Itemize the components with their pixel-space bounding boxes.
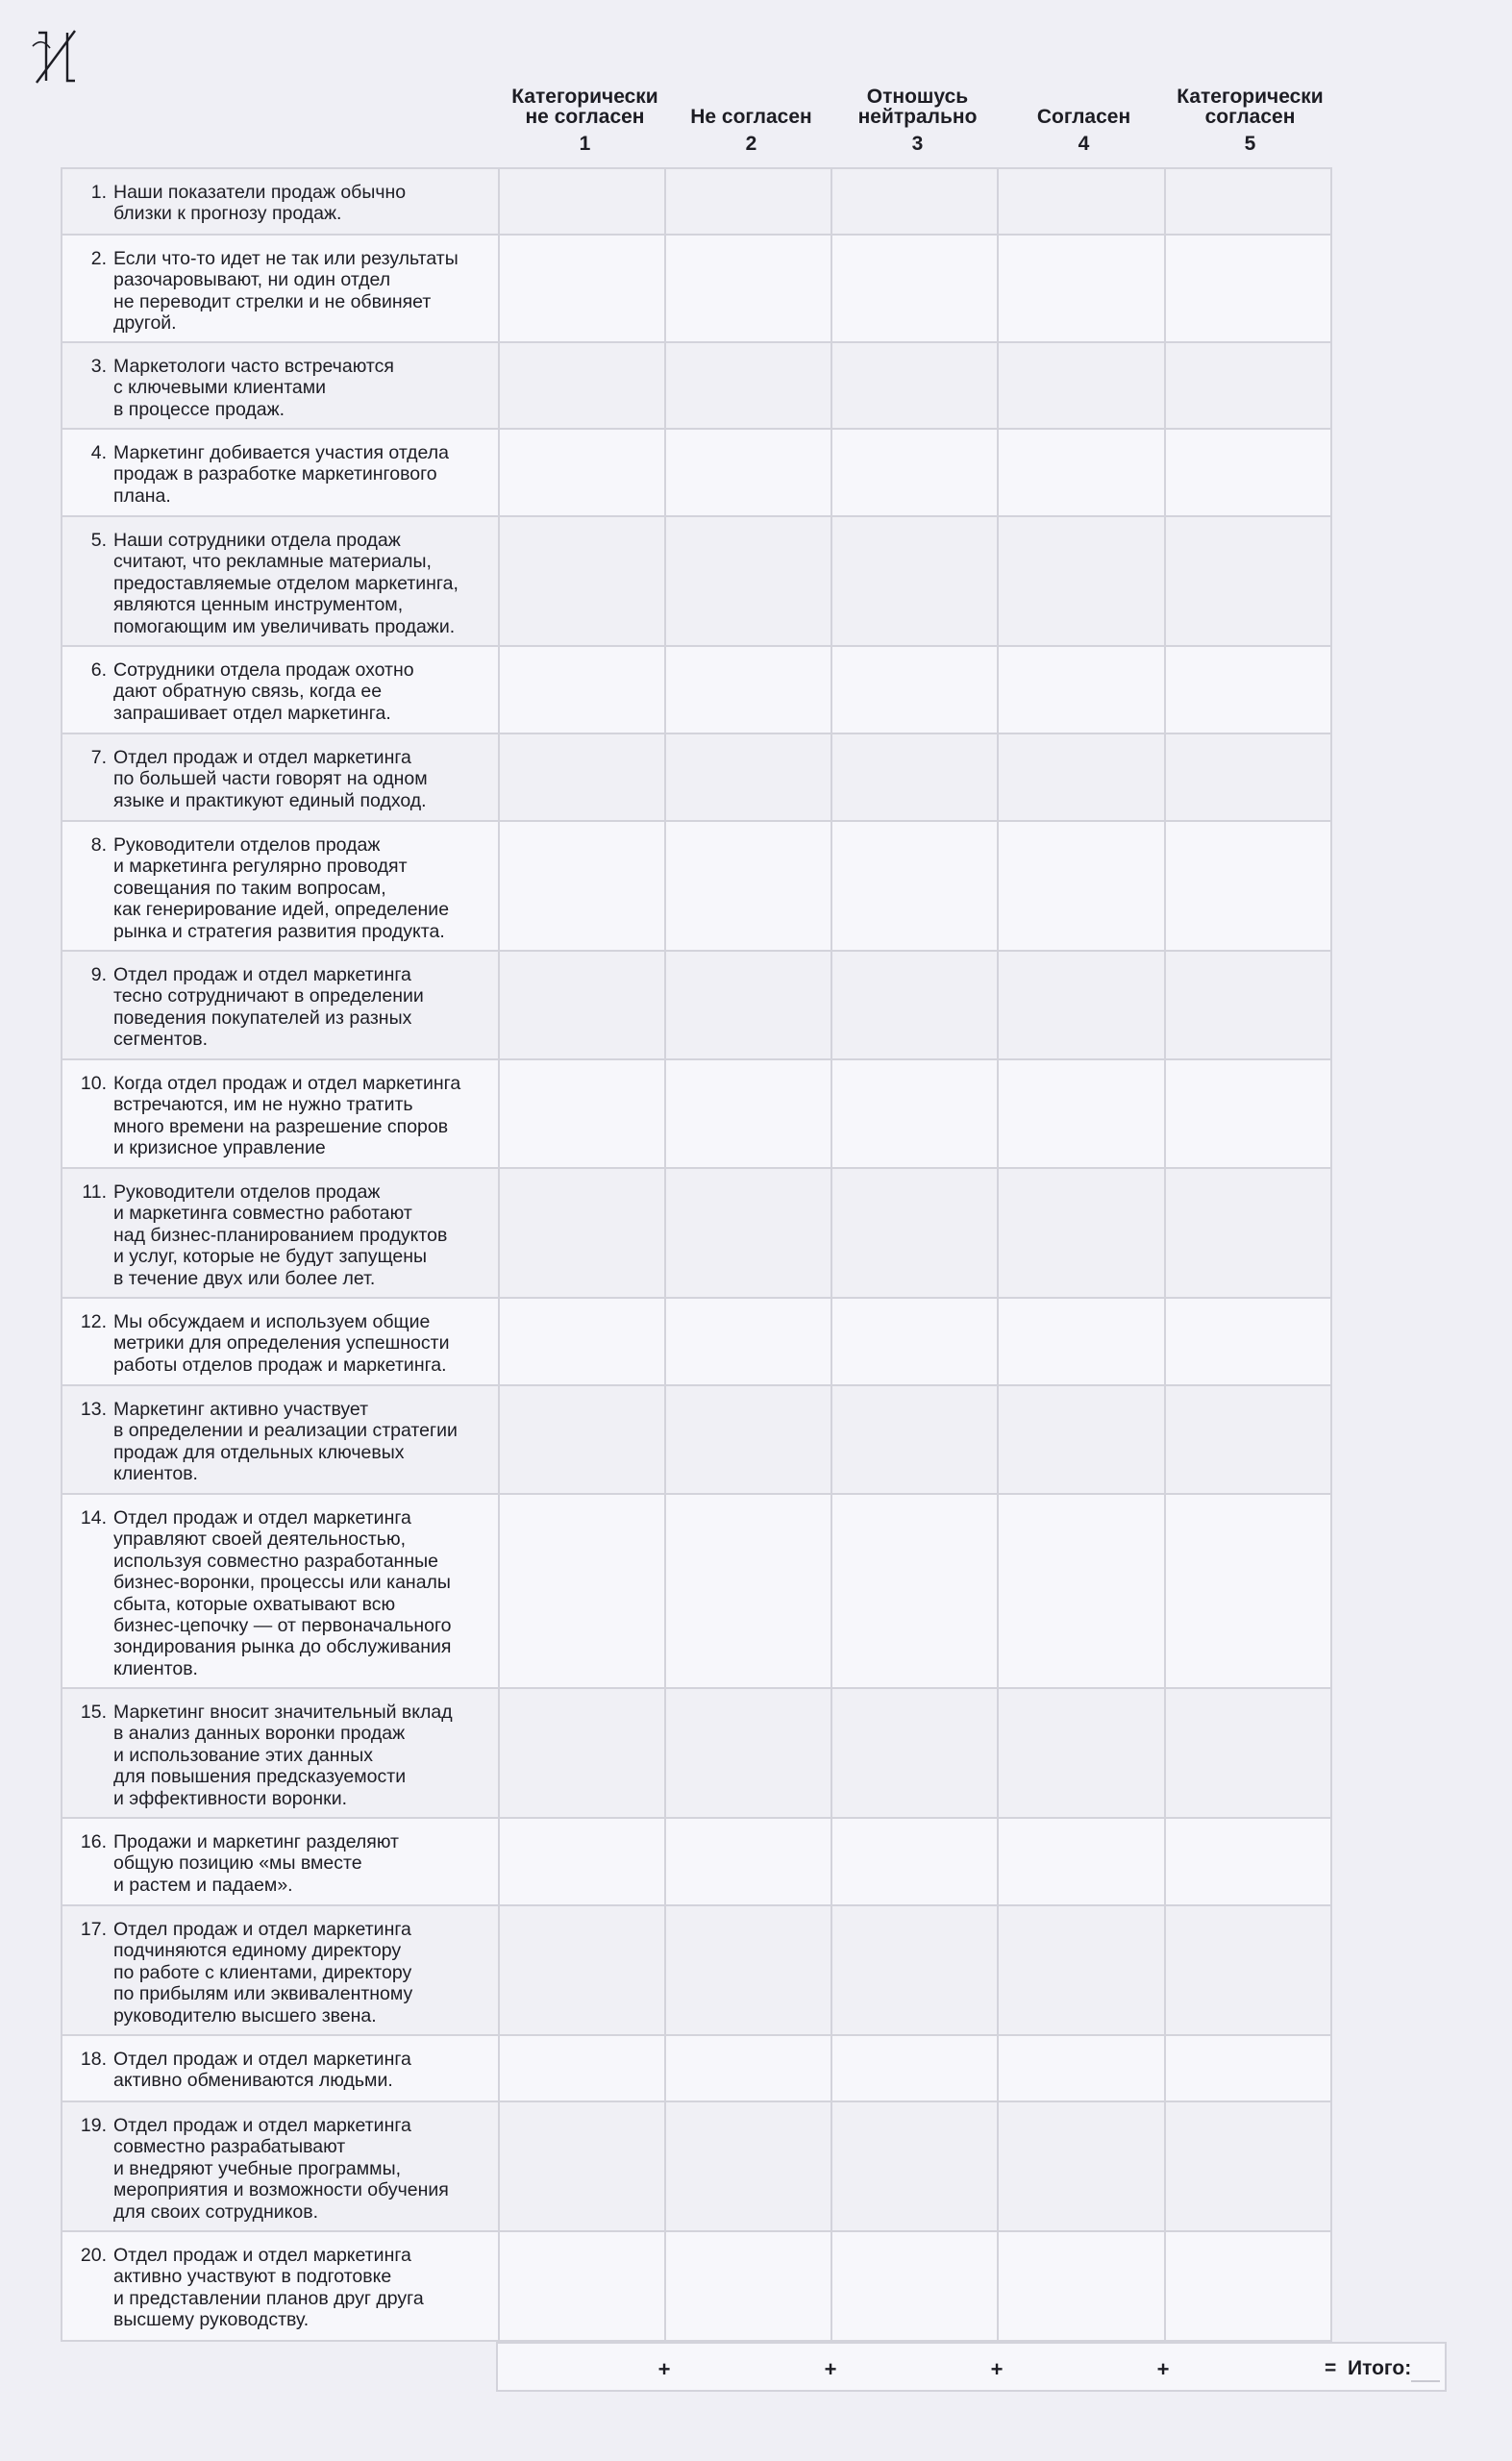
question-text-line: Наши сотрудники отдела продаж	[113, 530, 401, 551]
question-row	[62, 342, 1331, 429]
question-text-line: Отдел продаж и отдел маркетинга	[113, 964, 411, 985]
question-cell	[62, 168, 499, 235]
question-text	[113, 964, 488, 1051]
question-text-line: мероприятия и возможности обучения	[113, 2179, 449, 2201]
question-text	[113, 834, 488, 942]
question-number: 2.	[90, 248, 107, 269]
scale-header-5	[1167, 81, 1333, 154]
question-text-line: для повышения предсказуемости	[113, 1766, 407, 1788]
question-number: 1.	[90, 182, 107, 203]
answer-cell-5[interactable]	[1165, 2101, 1331, 2231]
answer-cell-5[interactable]	[1165, 1905, 1331, 2035]
question-text	[113, 1073, 488, 1159]
answer-cell-4[interactable]	[998, 342, 1164, 429]
question-text-line: руководителю высшего звена.	[113, 2004, 377, 2026]
question-text-line: Отдел продаж и отдел маркетинга	[113, 747, 411, 768]
answer-cell-4[interactable]	[998, 1168, 1164, 1298]
question-row	[62, 168, 1331, 235]
question-text	[113, 1311, 488, 1376]
question-row	[62, 1494, 1331, 1688]
question-cell	[62, 1818, 499, 1905]
answer-cell-1[interactable]	[499, 168, 665, 235]
question-text-line: много времени на разрешение споров	[113, 1115, 449, 1137]
question-cell	[62, 342, 499, 429]
question-text-line: и маркетинга совместно работают	[113, 1203, 412, 1225]
question-text-line: и эффективности воронки.	[113, 1787, 348, 1809]
answer-cell-5[interactable]	[1165, 733, 1331, 821]
plus-sign: +	[657, 2357, 671, 2381]
answer-cell-4[interactable]	[998, 2035, 1164, 2101]
question-text	[113, 747, 488, 811]
question-cell	[62, 235, 499, 342]
question-text-line: бизнес-цепочку — от первоначального	[113, 1615, 452, 1637]
question-row	[62, 2035, 1331, 2101]
question-row	[62, 1905, 1331, 2035]
question-cell	[62, 2101, 499, 2231]
question-text-line: Руководители отделов продаж	[113, 834, 381, 856]
question-cell	[62, 821, 499, 951]
plus-sign: +	[824, 2357, 837, 2381]
total-label: Итого:	[1348, 2357, 1412, 2379]
question-text-line: и маркетинга регулярно проводят	[113, 856, 408, 878]
question-text-line: являются ценным инструментом,	[113, 594, 404, 616]
question-number: 4.	[90, 442, 107, 463]
answer-cell-2[interactable]	[665, 2231, 831, 2341]
answer-cell-2[interactable]	[665, 733, 831, 821]
answer-cell-3[interactable]	[831, 1385, 998, 1494]
question-text-line: считают, что рекламные материалы,	[113, 551, 432, 573]
question-text-line: бизнес-воронки, процессы или каналы	[113, 1572, 451, 1594]
scale-label: Согласен	[1036, 106, 1131, 128]
answer-cell-1[interactable]	[499, 1818, 665, 1905]
question-cell	[62, 1298, 499, 1385]
question-text-line: Маркетинг добивается участия отдела	[113, 442, 449, 463]
question-row	[62, 516, 1331, 646]
question-row	[62, 1059, 1331, 1168]
question-row	[62, 733, 1331, 821]
question-text-line: над бизнес-планированием продуктов	[113, 1224, 448, 1246]
question-text	[113, 1181, 488, 1289]
question-number: 3.	[90, 356, 107, 377]
answer-cell-2[interactable]	[665, 429, 831, 516]
answer-cell-2[interactable]	[665, 1385, 831, 1494]
question-text-line: управляют своей деятельностью,	[113, 1529, 407, 1551]
answer-cell-1[interactable]	[499, 1494, 665, 1688]
question-text-line: плана.	[113, 485, 171, 507]
question-text-line: тесно сотрудничают в определении	[113, 985, 424, 1007]
question-text-line: предоставляемые отделом маркетинга,	[113, 572, 459, 594]
answer-cell-2[interactable]	[665, 1688, 831, 1818]
question-text-line: помогающим им увеличивать продажи.	[113, 615, 456, 637]
question-text	[113, 2049, 488, 2092]
answer-cell-3[interactable]	[831, 1818, 998, 1905]
question-text	[113, 182, 488, 225]
question-text	[113, 1507, 488, 1679]
answer-cell-5[interactable]	[1165, 951, 1331, 1059]
question-text-line: Отдел продаж и отдел маркетинга	[113, 1507, 411, 1529]
answer-cell-5[interactable]	[1165, 429, 1331, 516]
question-text-line: Мы обсуждаем и используем общие	[113, 1311, 431, 1332]
question-text-line: и использование этих данных	[113, 1744, 373, 1766]
answer-cell-3[interactable]	[831, 733, 998, 821]
scale-number: 3	[911, 133, 924, 155]
question-text-line: клиентов.	[113, 1657, 198, 1679]
answer-cell-2[interactable]	[665, 1059, 831, 1168]
question-row	[62, 1385, 1331, 1494]
question-text	[113, 442, 488, 507]
plus-sign: +	[1156, 2357, 1170, 2381]
scale-header-2	[668, 81, 834, 154]
answer-cell-3[interactable]	[831, 2231, 998, 2341]
total-input-line[interactable]	[1411, 2380, 1440, 2382]
question-text	[113, 1831, 488, 1896]
question-text-line: близки к прогнозу продаж.	[113, 203, 342, 225]
question-text-line: по большей части говорят на одном	[113, 768, 428, 790]
scale-header-4	[1001, 81, 1167, 154]
answer-cell-4[interactable]	[998, 1494, 1164, 1688]
answer-cell-1[interactable]	[499, 1385, 665, 1494]
answer-cell-5[interactable]	[1165, 821, 1331, 951]
question-text-line: Маркетологи часто встречаются	[113, 356, 394, 377]
question-text	[113, 1919, 488, 2026]
question-text-line: с ключевыми клиентами	[113, 377, 327, 399]
question-text	[113, 659, 488, 724]
equals-sign: =	[1325, 2357, 1337, 2379]
answer-cell-3[interactable]	[831, 235, 998, 342]
survey-table	[61, 167, 1332, 2342]
question-cell	[62, 951, 499, 1059]
logo-icon	[31, 27, 81, 87]
answer-cell-1[interactable]	[499, 951, 665, 1059]
question-text-line: встречаются, им не нужно тратить	[113, 1094, 413, 1116]
question-text-line: Когда отдел продаж и отдел маркетинга	[113, 1073, 461, 1094]
question-row	[62, 1688, 1331, 1818]
question-text-line: активно участвуют в подготовке	[113, 2266, 392, 2288]
answer-cell-3[interactable]	[831, 2101, 998, 2231]
question-text-line: и кризисное управление	[113, 1137, 326, 1159]
question-text	[113, 2115, 488, 2223]
question-number: 14.	[80, 1507, 107, 1529]
answer-cell-5[interactable]	[1165, 235, 1331, 342]
totals-row	[496, 2342, 1447, 2392]
answer-cell-5[interactable]	[1165, 168, 1331, 235]
scale-header-1	[502, 81, 668, 154]
question-row	[62, 1168, 1331, 1298]
question-number: 10.	[80, 1073, 107, 1094]
question-text-line: поведения покупателей из разных	[113, 1007, 412, 1029]
answer-cell-1[interactable]	[499, 2101, 665, 2231]
answer-cell-4[interactable]	[998, 429, 1164, 516]
question-cell	[62, 733, 499, 821]
answer-cell-1[interactable]	[499, 1059, 665, 1168]
answer-cell-3[interactable]	[831, 1494, 998, 1688]
answer-cell-3[interactable]	[831, 429, 998, 516]
question-row	[62, 235, 1331, 342]
answer-cell-4[interactable]	[998, 516, 1164, 646]
answer-cell-2[interactable]	[665, 646, 831, 733]
question-row	[62, 2101, 1331, 2231]
question-text-line: подчиняются единому директору	[113, 1940, 402, 1962]
question-text-line: и представлении планов друг друга	[113, 2287, 424, 2309]
answer-cell-2[interactable]	[665, 1494, 831, 1688]
answer-cell-3[interactable]	[831, 2035, 998, 2101]
answer-cell-4[interactable]	[998, 733, 1164, 821]
answer-cell-3[interactable]	[831, 1688, 998, 1818]
question-text-line: метрики для определения успешности	[113, 1332, 450, 1355]
question-cell	[62, 646, 499, 733]
answer-cell-4[interactable]	[998, 168, 1164, 235]
scale-number: 4	[1078, 133, 1090, 155]
question-row	[62, 821, 1331, 951]
question-text-line: и внедряют учебные программы,	[113, 2157, 402, 2179]
question-text-line: запрашивает отдел маркетинга.	[113, 702, 391, 724]
question-number: 9.	[90, 964, 107, 985]
question-row	[62, 1818, 1331, 1905]
scale-number: 5	[1244, 133, 1256, 155]
question-cell	[62, 1059, 499, 1168]
answer-cell-1[interactable]	[499, 646, 665, 733]
question-text-line: высшему руководству.	[113, 2309, 310, 2331]
question-text-line: Продажи и маркетинг разделяют	[113, 1831, 399, 1852]
question-cell	[62, 1168, 499, 1298]
answer-cell-4[interactable]	[998, 1818, 1164, 1905]
question-cell	[62, 2035, 499, 2101]
answer-cell-3[interactable]	[831, 168, 998, 235]
question-cell	[62, 2231, 499, 2341]
question-text-line: не переводит стрелки и не обвиняет	[113, 290, 432, 312]
question-text-line: языке и практикуют единый подход.	[113, 789, 427, 811]
question-text-line: и растем и падаем».	[113, 1874, 293, 1896]
question-row	[62, 951, 1331, 1059]
answer-cell-1[interactable]	[499, 733, 665, 821]
question-text-line: как генерирование идей, определение	[113, 899, 450, 921]
answer-cell-4[interactable]	[998, 235, 1164, 342]
question-text-line: активно обмениваются людьми.	[113, 2070, 393, 2092]
question-number: 13.	[80, 1399, 107, 1420]
answer-cell-1[interactable]	[499, 2035, 665, 2101]
answer-cell-5[interactable]	[1165, 516, 1331, 646]
question-text-line: совещания по таким вопросам,	[113, 877, 386, 899]
question-text	[113, 356, 488, 420]
answer-cell-1[interactable]	[499, 342, 665, 429]
answer-cell-5[interactable]	[1165, 1298, 1331, 1385]
question-text-line: другой.	[113, 312, 177, 335]
answer-cell-5[interactable]	[1165, 2035, 1331, 2101]
answer-cell-2[interactable]	[665, 168, 831, 235]
question-cell	[62, 1385, 499, 1494]
answer-cell-2[interactable]	[665, 2035, 831, 2101]
answer-cell-2[interactable]	[665, 2101, 831, 2231]
question-text-line: в течение двух или более лет.	[113, 1267, 376, 1289]
question-number: 6.	[90, 659, 107, 681]
answer-cell-5[interactable]	[1165, 1688, 1331, 1818]
scale-label: Категорически согласен	[1177, 86, 1324, 128]
answer-cell-2[interactable]	[665, 1818, 831, 1905]
answer-cell-1[interactable]	[499, 1688, 665, 1818]
answer-cell-1[interactable]	[499, 235, 665, 342]
question-row	[62, 429, 1331, 516]
answer-cell-3[interactable]	[831, 1298, 998, 1385]
answer-cell-5[interactable]	[1165, 1818, 1331, 1905]
answer-cell-5[interactable]	[1165, 2231, 1331, 2341]
question-text-line: по работе с клиентами, директору	[113, 1961, 412, 1983]
answer-cell-2[interactable]	[665, 951, 831, 1059]
question-text-line: общую позицию «мы вместе	[113, 1852, 362, 1875]
question-text-line: Отдел продаж и отдел маркетинга	[113, 2049, 411, 2070]
answer-cell-1[interactable]	[499, 429, 665, 516]
question-number: 16.	[80, 1831, 107, 1852]
question-text-line: зондирования рынка до обслуживания	[113, 1636, 452, 1658]
question-text-line: Сотрудники отдела продаж охотно	[113, 659, 414, 681]
answer-cell-3[interactable]	[831, 516, 998, 646]
question-text-line: Руководители отделов продаж	[113, 1181, 381, 1203]
answer-cell-1[interactable]	[499, 516, 665, 646]
answer-cell-2[interactable]	[665, 235, 831, 342]
question-text	[113, 2245, 488, 2331]
question-text	[113, 1399, 488, 1485]
question-text-line: по прибылям или эквивалентному	[113, 1983, 413, 2005]
answer-cell-5[interactable]	[1165, 1385, 1331, 1494]
question-row	[62, 2231, 1331, 2341]
answer-cell-5[interactable]	[1165, 646, 1331, 733]
question-text-line: Маркетинг вносит значительный вклад	[113, 1702, 453, 1723]
question-text-line: Маркетинг активно участвует	[113, 1399, 369, 1420]
question-text-line: сегментов.	[113, 1029, 209, 1051]
question-text-line: используя совместно разработанные	[113, 1550, 438, 1572]
question-text-line: рынка и стратегия развития продукта.	[113, 920, 445, 942]
question-text-line: дают обратную связь, когда ее	[113, 681, 383, 703]
scale-header-3	[834, 81, 1001, 154]
answer-cell-3[interactable]	[831, 821, 998, 951]
question-text-line: сбыта, которые охватывают всю	[113, 1593, 396, 1615]
question-number: 7.	[90, 747, 107, 768]
question-text-line: Наши показатели продаж обычно	[113, 182, 407, 203]
answer-cell-3[interactable]	[831, 1905, 998, 2035]
scale-label: Отношусь нейтрально	[857, 86, 978, 128]
answer-cell-1[interactable]	[499, 821, 665, 951]
question-text-line: продаж для отдельных ключевых	[113, 1441, 405, 1463]
question-row	[62, 1298, 1331, 1385]
answer-cell-2[interactable]	[665, 516, 831, 646]
question-cell	[62, 1688, 499, 1818]
answer-cell-4[interactable]	[998, 2231, 1164, 2341]
question-number: 8.	[90, 834, 107, 856]
question-number: 20.	[80, 2245, 107, 2266]
answer-cell-5[interactable]	[1165, 342, 1331, 429]
answer-cell-5[interactable]	[1165, 1059, 1331, 1168]
question-number: 5.	[90, 530, 107, 551]
answer-cell-4[interactable]	[998, 1298, 1164, 1385]
scale-number: 2	[745, 133, 757, 155]
answer-cell-2[interactable]	[665, 821, 831, 951]
answer-cell-4[interactable]	[998, 821, 1164, 951]
answer-cell-4[interactable]	[998, 1905, 1164, 2035]
scale-label: Не согласен	[690, 106, 812, 128]
answer-cell-1[interactable]	[499, 2231, 665, 2341]
question-text	[113, 530, 488, 637]
answer-cell-4[interactable]	[998, 1059, 1164, 1168]
scale-number: 1	[579, 133, 591, 155]
question-cell	[62, 1494, 499, 1688]
question-text-line: Отдел продаж и отдел маркетинга	[113, 2245, 411, 2266]
question-text-line: продаж в разработке маркетингового	[113, 463, 437, 485]
question-text-line: и услуг, которые не будут запущены	[113, 1246, 428, 1268]
question-cell	[62, 516, 499, 646]
answer-cell-3[interactable]	[831, 342, 998, 429]
answer-cell-1[interactable]	[499, 1298, 665, 1385]
question-text-line: совместно разрабатывают	[113, 2136, 346, 2158]
question-text	[113, 1702, 488, 1809]
answer-cell-5[interactable]	[1165, 1494, 1331, 1688]
question-text-line: клиентов.	[113, 1463, 198, 1485]
question-cell	[62, 429, 499, 516]
question-number: 11.	[82, 1181, 107, 1203]
answer-cell-1[interactable]	[499, 1168, 665, 1298]
answer-cell-4[interactable]	[998, 2101, 1164, 2231]
question-text-line: в анализ данных воронки продаж	[113, 1723, 406, 1745]
answer-cell-4[interactable]	[998, 646, 1164, 733]
question-text-line: в определении и реализации стратегии	[113, 1420, 458, 1442]
question-text-line: Если что-то идет не так или результаты	[113, 248, 459, 269]
question-text-line: разочаровывают, ни один отдел	[113, 269, 391, 291]
answer-cell-4[interactable]	[998, 1688, 1164, 1818]
question-number: 19.	[80, 2115, 107, 2136]
question-number: 18.	[80, 2049, 107, 2070]
answer-cell-3[interactable]	[831, 1059, 998, 1168]
scale-label: Категорически не согласен	[511, 86, 658, 128]
question-cell	[62, 1905, 499, 2035]
question-number: 15.	[80, 1702, 107, 1723]
answer-cell-2[interactable]	[665, 342, 831, 429]
question-row	[62, 646, 1331, 733]
question-number: 12.	[80, 1311, 107, 1332]
answer-cell-2[interactable]	[665, 1905, 831, 2035]
answer-cell-4[interactable]	[998, 951, 1164, 1059]
plus-sign: +	[990, 2357, 1004, 2381]
answer-cell-2[interactable]	[665, 1168, 831, 1298]
answer-cell-3[interactable]	[831, 646, 998, 733]
question-text	[113, 248, 488, 335]
answer-cell-4[interactable]	[998, 1385, 1164, 1494]
answer-cell-2[interactable]	[665, 1298, 831, 1385]
answer-cell-1[interactable]	[499, 1905, 665, 2035]
question-text-line: в процессе продаж.	[113, 398, 285, 420]
answer-cell-3[interactable]	[831, 1168, 998, 1298]
question-number: 17.	[80, 1919, 107, 1940]
question-text-line: Отдел продаж и отдел маркетинга	[113, 1919, 411, 1940]
question-text-line: для своих сотрудников.	[113, 2200, 318, 2223]
answer-cell-3[interactable]	[831, 951, 998, 1059]
answer-cell-5[interactable]	[1165, 1168, 1331, 1298]
question-text-line: работы отделов продаж и маркетинга.	[113, 1354, 447, 1376]
question-text-line: Отдел продаж и отдел маркетинга	[113, 2115, 411, 2136]
